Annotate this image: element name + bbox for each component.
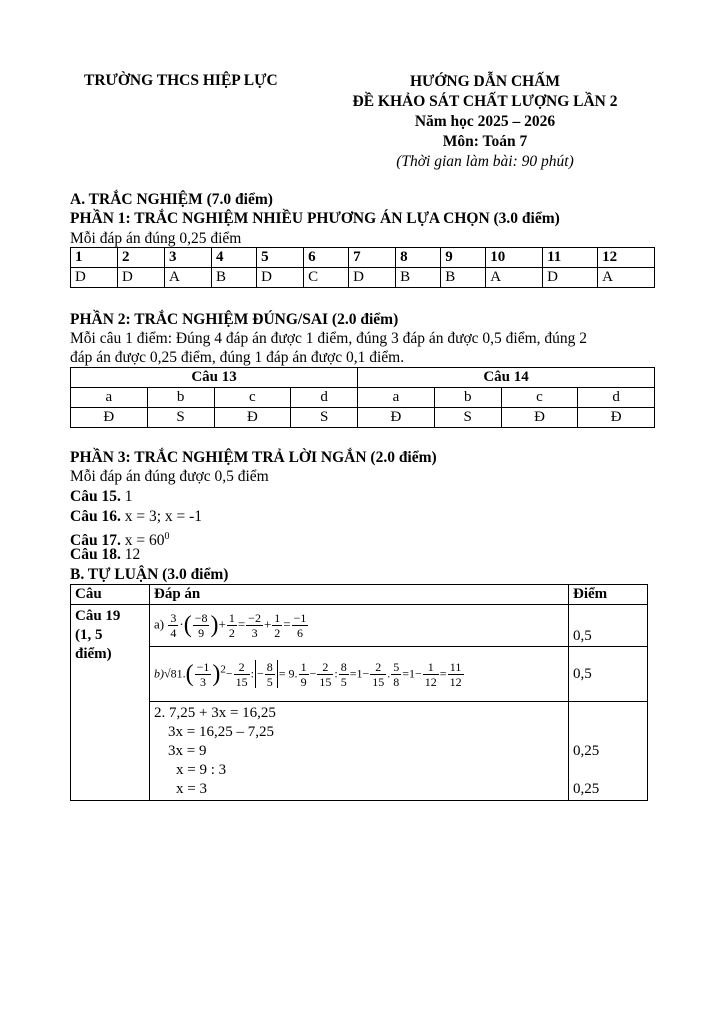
table-row [71,647,648,702]
table-cell: Đ [358,408,435,428]
table-cell: 2 [118,248,165,268]
degree-superscript: 0 [164,531,170,542]
part2-title: PHẦN 2: TRẮC NGHIỆM ĐÚNG/SAI (2.0 điểm) [70,311,399,328]
answer-item: Câu 18. 12 [70,546,141,563]
table-cell: b [147,388,214,408]
table-cell: 8 [396,248,441,268]
table-cell: D [543,268,598,288]
part2-answer-table [70,367,655,428]
table-cell: A [165,268,212,288]
table-cell: 4 [212,248,257,268]
table-cell: D [257,268,304,288]
section-b-title: B. TỰ LUẬN (3.0 điểm) [70,566,229,583]
table-cell: c [214,388,291,408]
table-cell: 1 [71,248,118,268]
table-cell: d [291,388,358,408]
table-cell: B [441,268,486,288]
table-cell: 11 [543,248,598,268]
step-line: 2. 7,25 + 3x = 16,25 [154,705,276,721]
step-line: 3x = 9 [168,743,207,759]
table-cell: b [434,388,501,408]
part2-note-line1: Mỗi câu 1 điểm: Đúng 4 đáp án được 1 điểm, đúng 3 đáp án được 0,5 điểm, đúng 2 [70,330,588,347]
table-cell: D [349,268,396,288]
table-cell: Đ [501,408,578,428]
part1-title: PHẦN 1: TRẮC NGHIỆM NHIỀU PHƯƠNG ÁN LỰA CHỌN (3.0 điểm) [70,210,560,227]
essay-table [70,584,648,801]
exam-time: (Thời gian làm bài: 90 phút) [396,153,574,170]
table-cell: Đ [71,408,148,428]
score-cell: 0,5 [569,647,648,702]
table-row [71,408,655,428]
table-cell: a [358,388,435,408]
table-row [71,368,655,388]
step-line: 3x = 16,25 – 7,25 [168,724,274,740]
table-cell: 12 [598,248,655,268]
table-cell: 3 [165,248,212,268]
part1-answer-table [70,247,655,288]
table-cell: 6 [304,248,349,268]
table-row [71,248,655,268]
table-cell: S [434,408,501,428]
table-cell: C [304,268,349,288]
table-cell: 10 [486,248,543,268]
table-cell: A [598,268,655,288]
table-cell: S [147,408,214,428]
school-year: Năm học 2025 – 2026 [414,113,556,130]
table-cell: Câu 14 [358,368,655,388]
table-cell: Đ [214,408,291,428]
table-row [71,702,648,801]
table-row [71,585,648,605]
part3-note: Mỗi đáp án đúng được 0,5 điểm [70,468,269,485]
table-cell: A [486,268,543,288]
table-cell: d [578,388,655,408]
table-header-cell: Câu [71,585,150,605]
answer-item: Câu 17. $x = 60^0$ [70,531,170,550]
doc-header [335,72,635,172]
table-cell: 5 [257,248,304,268]
table-cell: B [212,268,257,288]
table-row [71,605,648,647]
table-row [71,268,655,288]
table-cell: S [291,408,358,428]
table-header-cell: Điểm [569,585,648,605]
answer-item: Câu 16. x = 3; x = -1 [70,508,203,525]
answer-item: Câu 15. 1 [70,488,133,505]
score-cell: 0,25 0,25 [569,702,648,801]
answer-part2 [150,702,569,801]
table-cell: Đ [578,408,655,428]
part1-note: Mỗi đáp án đúng 0,25 điểm [70,230,242,247]
score-cell: 0,5 [569,605,648,647]
part2-note-line2: đáp án được 0,25 điểm, đúng 1 đáp án được 0,1 điểm. [70,349,405,366]
section-a-title: A. TRẮC NGHIỆM (7.0 điểm) [70,191,273,208]
part3-title: PHẦN 3: TRẮC NGHIỆM TRẢ LỜI NGẮN (2.0 điểm) [70,449,437,466]
table-cell: B [396,268,441,288]
school-name: TRƯỜNG THCS HIỆP LỰC [84,72,278,89]
table-cell: c [501,388,578,408]
doc-title: HƯỚNG DẪN CHẤM [409,73,561,90]
answer-a: a) $\frac{3}{4}$ ·( $\frac{-8}{9}$ )+ $\frac{1}{2}$ = $\frac{-2}{3}$ + $\frac{1}{2}$ = $\frac{-1}{6}$ [150,605,569,647]
subject: Môn: Toán 7 [442,133,528,150]
question-label: Câu 19 (1, 5 điểm) [71,605,150,801]
table-cell: 9 [441,248,486,268]
step-line: x = 9 : 3 [176,762,227,778]
step-line: x = 3 [176,781,207,797]
exam-title: ĐỀ KHẢO SÁT CHẤT LƯỢNG LẦN 2 [352,93,618,110]
table-cell: a [71,388,148,408]
table-header-cell: Đáp án [150,585,569,605]
table-cell: D [118,268,165,288]
table-row [71,388,655,408]
table-cell: D [71,268,118,288]
table-cell: 7 [349,248,396,268]
answer-b: b)√81.( $\frac{-1}{3}$ )$^2$− $\frac{2}{15}$ : − $\frac{8}{5}$ = 9. $\frac{1}{9}$ − $\frac{2}{15}$ : $\frac{8}{5}$ =1− $\frac{2}{15}$ . $\frac{5}{8}$ =1− $\frac{1}{12}$ = $\frac{11}{12}$ [150,647,569,702]
table-cell: Câu 13 [71,368,358,388]
